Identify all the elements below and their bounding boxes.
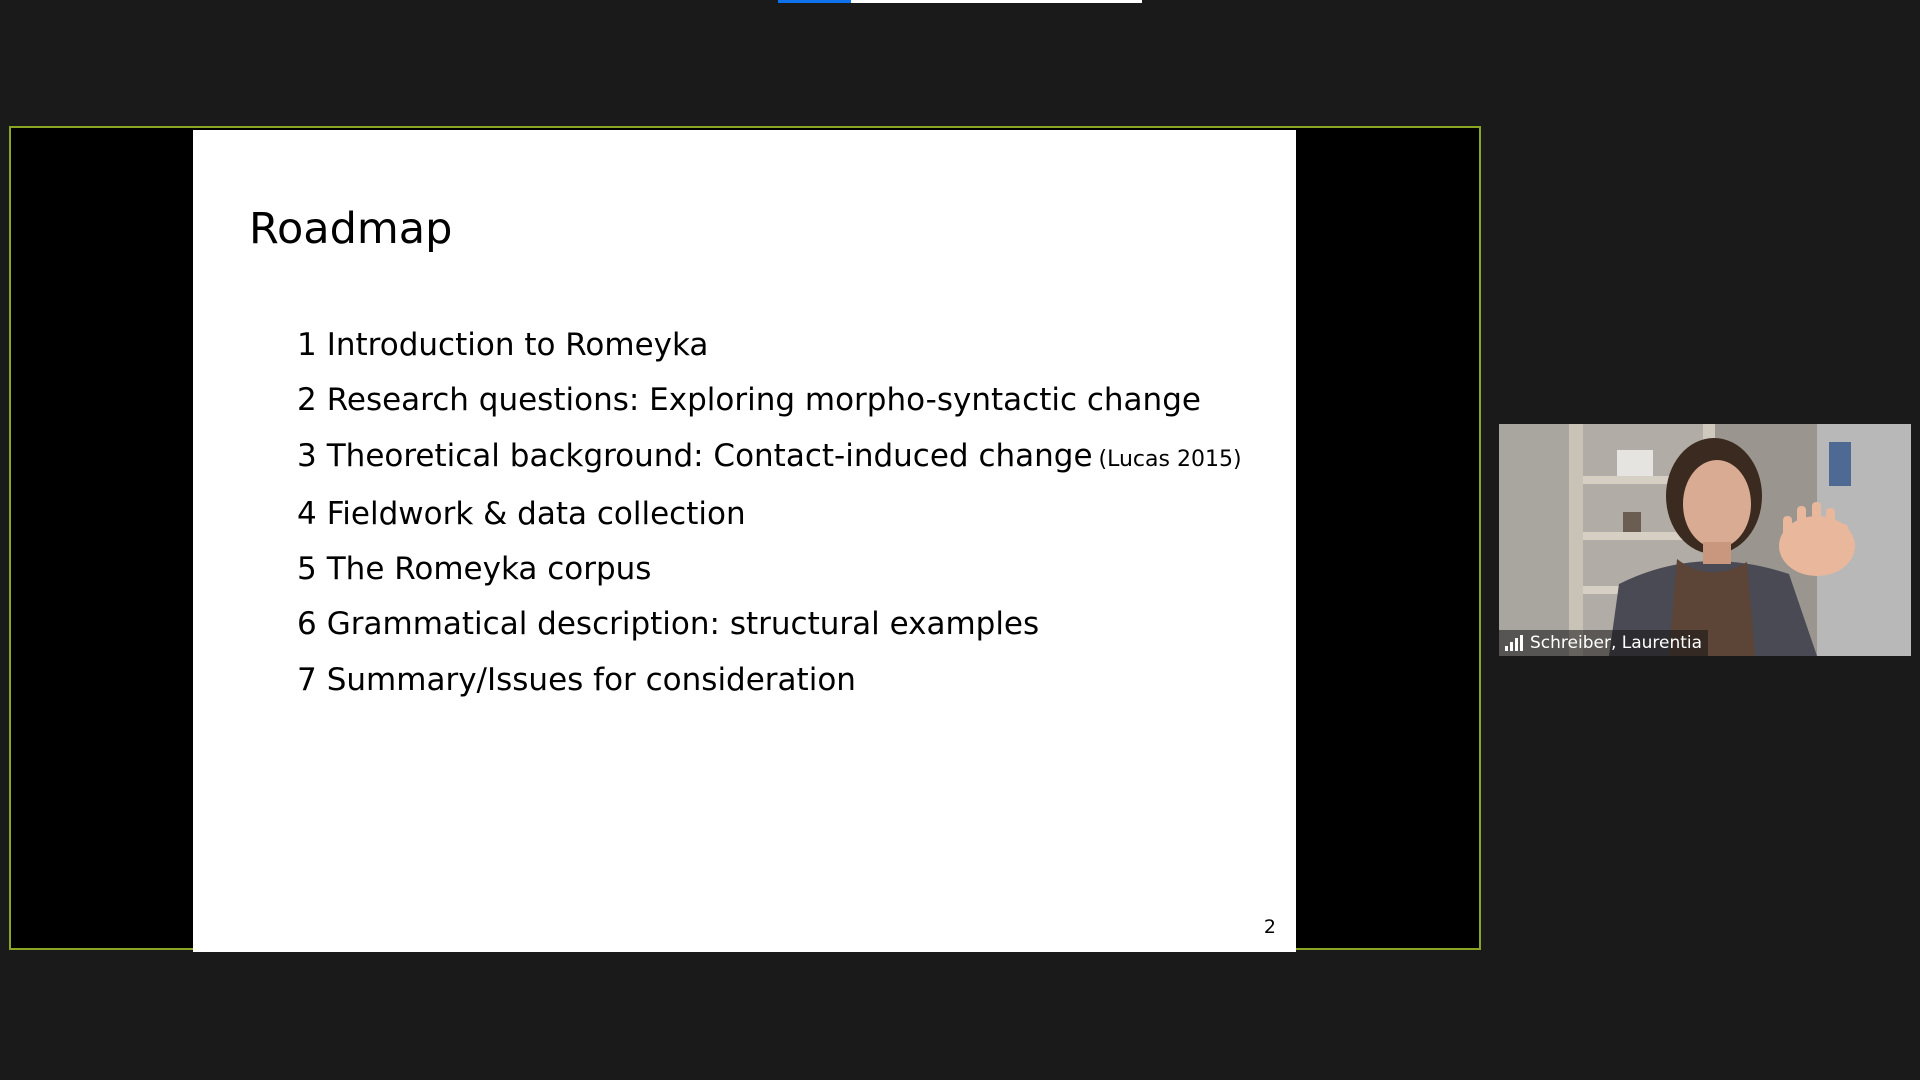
participant-name-bar [1499, 630, 1708, 656]
roadmap-item-text: Grammatical description: structural examples [326, 606, 1040, 643]
roadmap-item [297, 487, 1242, 542]
roadmap-item-number: 5 [297, 551, 317, 588]
slide-page-number: 2 [1263, 916, 1276, 938]
roadmap-item-text: Theoretical background: Contact-induced change [326, 437, 1093, 474]
roadmap-item-number: 7 [297, 661, 317, 698]
screen-share-frame [9, 126, 1481, 950]
roadmap-item [297, 542, 1242, 597]
participant-name: Schreiber, Laurentia [1530, 633, 1703, 653]
roadmap-item [297, 373, 1242, 428]
roadmap-item-number: 2 [297, 382, 317, 419]
roadmap-item [297, 597, 1242, 652]
share-progress-bar [778, 0, 1142, 3]
roadmap-item-text: Introduction to Romeyka [326, 327, 709, 363]
share-progress-fill [778, 0, 851, 3]
roadmap-item-number: 4 [297, 495, 317, 532]
presentation-slide [193, 130, 1296, 952]
roadmap-item-text: The Romeyka corpus [326, 551, 652, 588]
roadmap-item-number: 6 [297, 606, 317, 643]
roadmap-item-text: Summary/Issues for consideration [326, 661, 856, 698]
roadmap-item-text: Fieldwork & data collection [326, 495, 746, 532]
roadmap-item-number: 3 [297, 437, 317, 474]
participant-video-feed [1499, 424, 1911, 656]
roadmap-item [297, 653, 1242, 708]
participant-video-tile[interactable] [1499, 424, 1911, 656]
roadmap-item-text: Research questions: Exploring morpho-syntactic change [326, 382, 1201, 419]
signal-strength-icon [1505, 635, 1523, 651]
roadmap-item [297, 429, 1242, 487]
roadmap-item-number: 1 [297, 327, 317, 363]
slide-roadmap-list [297, 318, 1242, 708]
roadmap-item [297, 318, 1242, 373]
roadmap-item-citation: (Lucas 2015) [1098, 446, 1242, 472]
slide-title: Roadmap [249, 204, 453, 254]
